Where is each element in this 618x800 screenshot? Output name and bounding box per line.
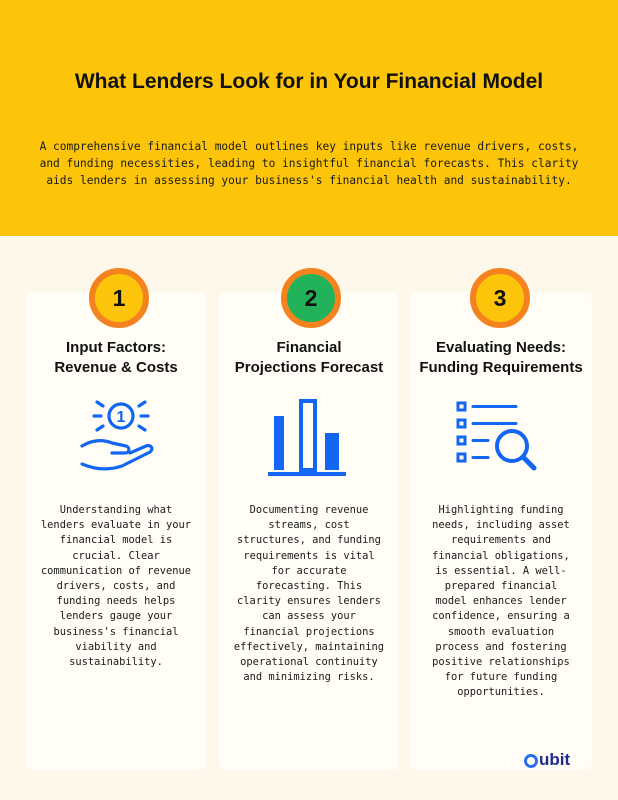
card-body-line: process and fostering: [435, 640, 567, 653]
card-body-line: Understanding what: [59, 504, 173, 516]
card-heading-line: Evaluating Needs:: [435, 339, 567, 356]
card-body-line: confidence, ensuring a: [432, 610, 570, 623]
card-heading-line: Projections Forecast: [234, 359, 384, 376]
card-body-line: operational continuity: [240, 656, 378, 669]
card-heading: [410, 338, 592, 378]
step-badge-1: 1: [89, 268, 149, 328]
card-body-line: for accurate: [271, 564, 347, 577]
card-heading: [26, 338, 206, 378]
card-body-line: requirements is vital: [243, 549, 375, 562]
card-body-line: clarity ensures lenders: [237, 595, 381, 608]
card-body-line: requirements and: [450, 534, 552, 547]
logo-text: ubit: [539, 750, 571, 769]
card-heading-line: Input Factors:: [66, 339, 166, 356]
card-body-line: crucial. Clear: [72, 549, 160, 562]
card-body-line: viability and: [75, 640, 157, 653]
bar-chart-icon: [266, 398, 348, 478]
card-body-line: financial model is: [59, 534, 173, 547]
hand-coin-icon: [74, 396, 158, 476]
card-body-line: positive relationships: [432, 656, 570, 669]
card-body-line: is essential. A well-: [435, 564, 567, 577]
card-body-line: drivers, costs, and: [56, 580, 176, 593]
card-body-line: and minimizing risks.: [243, 671, 375, 684]
card-body-line: forecasting. This: [255, 580, 363, 593]
logo-q-mark: [524, 754, 538, 768]
card-body-line: business's financial: [53, 625, 179, 638]
card-body: [418, 503, 584, 701]
intro-line: A comprehensive financial model outlines key inputs like revenue drivers, costs,: [39, 140, 579, 153]
intro-line: aids lenders in assessing your business's financial health and sustainability.: [46, 174, 572, 187]
card-body-line: financial projections: [243, 625, 375, 638]
card-body-line: funding needs helps: [56, 595, 176, 608]
card-body-line: model enhances lender: [435, 595, 567, 608]
card-body: [227, 503, 391, 685]
card-body-line: structures, and funding: [237, 534, 381, 547]
step-badge-2: 2: [281, 268, 341, 328]
card-heading-line: Revenue & Costs: [54, 359, 178, 376]
card-body-line: smooth evaluation: [447, 625, 555, 638]
card-body-line: for future funding: [444, 671, 558, 684]
card-body: [36, 503, 196, 670]
card-body-line: financial obligations,: [432, 549, 570, 562]
list-search-icon: [454, 398, 540, 474]
intro-paragraph: [26, 138, 592, 189]
card-body-line: needs, including asset: [432, 519, 570, 532]
page-title: What Lenders Look for in Your Financial Model: [74, 70, 544, 93]
card-heading-line: Funding Requirements: [419, 359, 583, 376]
card-body-line: Documenting revenue: [249, 504, 369, 516]
card-body-line: effectively, maintaining: [233, 640, 385, 653]
card-body-line: streams, cost: [268, 519, 350, 532]
coin-label: 1: [116, 409, 126, 426]
card-body-line: prepared financial: [444, 580, 558, 593]
card-body-line: sustainability.: [69, 656, 163, 669]
card-body-line: Highlighting funding: [438, 504, 564, 516]
intro-line: and funding necessities, leading to insightful financial forecasts. This clarity: [39, 157, 579, 170]
card-body-line: opportunities.: [457, 686, 545, 699]
header-banner: [0, 0, 618, 236]
card-body-line: lenders gauge your: [59, 610, 173, 623]
qubit-logo: [524, 750, 570, 770]
card-heading: [219, 338, 399, 378]
card-body-line: communication of revenue: [40, 564, 192, 577]
step-badge-3: 3: [470, 268, 530, 328]
card-body-line: lenders evaluate in your: [40, 519, 192, 532]
card-body-line: can assess your: [262, 610, 356, 623]
card-heading-line: Financial: [276, 339, 342, 356]
